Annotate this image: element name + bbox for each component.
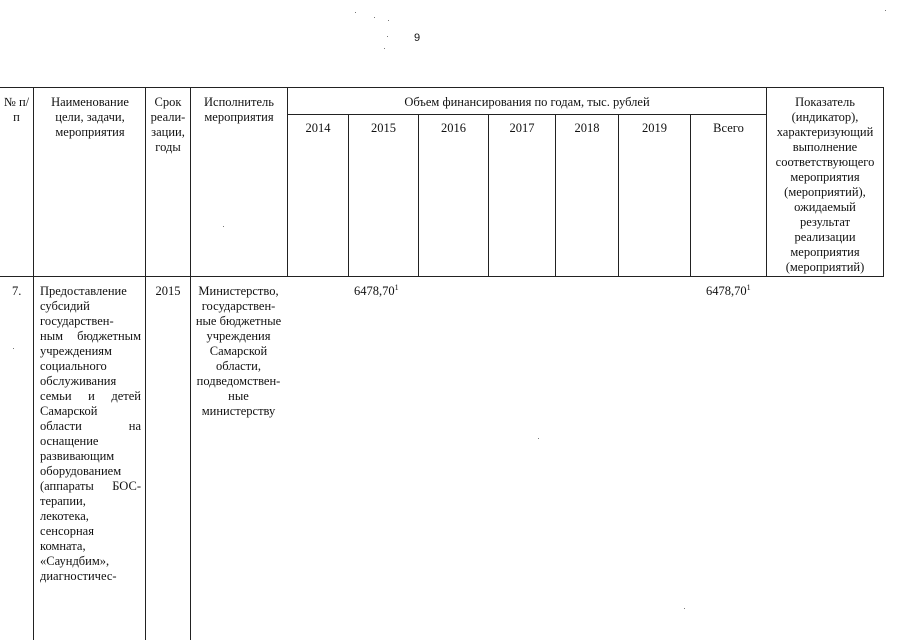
row-name-line: развивающим <box>40 449 115 463</box>
header-bottom-border <box>0 276 884 277</box>
header-year-2017: 2017 <box>509 121 535 135</box>
column-divider <box>766 87 767 276</box>
header-year-2019: 2019 <box>642 121 667 135</box>
row-name-line: субсидий <box>40 299 90 313</box>
header-executor: Исполнитель мероприятия <box>204 95 274 124</box>
row-executor-line: министерству <box>201 404 276 418</box>
header-total: Всего <box>713 121 744 135</box>
row-executor-line: Министерство, <box>198 284 279 298</box>
row-number: 7. <box>12 284 22 298</box>
row-executor-line: Самарской <box>209 344 268 358</box>
column-divider <box>145 87 146 640</box>
row-name-line: комната, <box>40 539 86 553</box>
row-executor-line: ные бюджетные <box>195 314 282 328</box>
row-name-line: (аппараты БОС- <box>40 479 141 493</box>
column-divider <box>555 114 556 276</box>
column-divider <box>348 114 349 276</box>
header-number: № п/п <box>3 95 30 124</box>
header-year-2016: 2016 <box>441 121 466 135</box>
row-executor-line: подведомствен- <box>196 374 281 388</box>
row-name-line: диагностичес- <box>40 569 117 583</box>
header-year-2015: 2015 <box>371 121 396 135</box>
row-name-line: социального <box>40 359 107 373</box>
row-value-total-footnote: 1 <box>746 282 751 292</box>
financing-subheader-divider <box>287 114 767 115</box>
row-name-line: обслуживания <box>40 374 117 388</box>
row-value-2015-footnote: 1 <box>394 282 399 292</box>
column-divider <box>690 114 691 276</box>
row-executor-line: ные <box>228 389 249 403</box>
row-name <box>40 284 141 584</box>
row-name-line: государствен- <box>40 314 114 328</box>
row-value-2015 <box>354 284 418 299</box>
row-name-line: оснащение <box>40 434 99 448</box>
row-name-line: области на <box>40 419 141 433</box>
column-divider <box>618 114 619 276</box>
row-value-total <box>706 284 766 299</box>
row-executor-line: учреждения <box>206 329 271 343</box>
header-name: Наименование цели, задачи, мероприятия <box>51 95 129 139</box>
row-value-2015-amount: 6478,70 <box>354 284 395 298</box>
row-name-line: сенсорная <box>40 524 94 538</box>
table-top-border <box>0 87 884 88</box>
row-name-line: оборудованием <box>40 464 122 478</box>
row-name-line: Самарской <box>40 404 98 418</box>
row-name-line: учреждениям <box>40 344 112 358</box>
page-number: 9 <box>414 32 421 44</box>
row-name-line: семьи и детей <box>40 389 141 403</box>
column-divider <box>287 87 288 276</box>
table-right-border <box>883 87 884 276</box>
row-name-line: терапии, <box>40 494 86 508</box>
row-name-line: Предоставление <box>40 284 127 298</box>
header-indicator: Показатель (индикатор), характеризующий выполнение соответствующего мероприятия (мероприятий), ожидаемый результат реализации мероприятия (мероприятий) <box>775 95 875 274</box>
column-divider <box>488 114 489 276</box>
row-term: 2015 <box>155 284 181 298</box>
header-year-2014: 2014 <box>305 121 331 135</box>
header-year-2018: 2018 <box>574 121 600 135</box>
row-name-line: лекотека, <box>40 509 89 523</box>
column-divider <box>33 87 34 640</box>
row-value-total-amount: 6478,70 <box>706 284 747 298</box>
header-term: Срок реали- зации, годы <box>150 95 186 154</box>
row-name-line: ным бюджетным <box>40 329 141 343</box>
row-name-line: «Саундбим», <box>40 554 110 568</box>
row-executor-line: государствен- <box>201 299 276 313</box>
row-executor <box>190 284 287 419</box>
header-financing: Объем финансирования по годам, тыс. рублей <box>404 95 650 109</box>
column-divider <box>418 114 419 276</box>
row-executor-line: области, <box>216 359 261 373</box>
